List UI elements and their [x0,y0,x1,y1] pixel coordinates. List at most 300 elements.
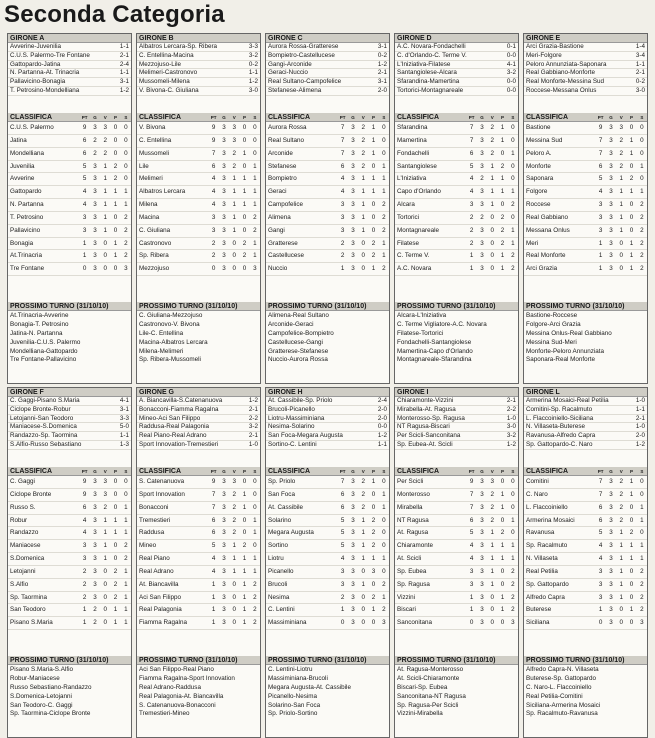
standings-row [524,566,647,579]
standings-value: 1 [619,529,624,537]
standings-value: 4 [598,542,603,550]
standings-value: 2 [640,201,644,209]
standings-value: 2 [361,136,366,144]
standings-value: 2 [382,265,386,273]
next-match: Gratterese-Stefanese [268,347,329,355]
match-teams: Roccese-Messana Onlus [526,86,597,94]
standings-value: 2 [619,516,624,524]
next-match: Filatese-Tortorici [397,329,444,337]
standings-value: 4 [211,567,216,575]
match-teams: Real Sultano-Campofelice [268,78,342,85]
standings-value: 1 [490,555,495,563]
standings-value: 1 [511,188,515,196]
standings-value: 0 [640,175,644,183]
team-name: Sp. Gattopardo [526,580,569,588]
match-score: 3-3 [119,414,129,422]
result-row [524,415,647,424]
result-row [395,87,518,96]
standings-value: 3 [93,490,97,498]
standings-value: 0 [500,149,505,157]
standings-row [137,263,260,276]
standings-value: 3 [480,162,484,170]
match-teams: A. Biancavilla-S.Catenanuova [139,397,223,404]
standings-row [524,173,647,186]
standings-column-header: V [619,115,623,120]
standings-value: 1 [361,213,366,221]
standings-row [524,225,647,238]
standings-value: 6 [469,516,474,524]
standings-header [266,113,389,122]
team-name: Real Petilia [526,567,558,575]
team-name: Pallavicino [10,226,41,234]
standings-value: 2 [340,239,345,247]
standings-value: 1 [361,580,366,588]
standings-value: 3 [480,149,484,157]
standings-row [395,604,518,617]
standings-column-header: S [382,469,386,474]
standings-value: 1 [82,619,87,627]
standings-header [8,467,131,476]
standings-row [524,148,647,161]
standings-row [524,186,647,199]
standings-value: 3 [480,265,484,273]
standings-value: 2 [371,252,376,260]
standings-value: 0 [113,542,118,550]
result-row [524,441,647,450]
standings-value: 2 [619,490,624,498]
standings-value: 0 [124,149,128,157]
team-name: Ravanusa [526,529,555,537]
match-score: 2-1 [635,69,645,77]
standings-value: 2 [124,226,128,234]
result-row [137,69,260,78]
standings-header [524,113,647,122]
standings-value: 0 [490,606,495,614]
standings-value: 0 [629,201,634,209]
group-name: GIRONE I [395,388,518,397]
team-name: Gratterese [268,239,298,247]
standings-value: 1 [598,239,603,247]
match-teams: A.C. Novara-Fondachelli [397,43,466,50]
result-row [8,78,131,87]
standings-value: 1 [253,239,257,247]
standings-value: 7 [469,124,474,131]
standings-title: CLASSIFICA [268,468,310,475]
result-row [137,43,260,52]
next-round-header: PROSSIMO TURNO (31/10/10) [395,302,518,311]
standings-value: 1 [629,149,634,157]
standings-value: 1 [500,490,505,498]
standings-value: 3 [232,478,237,485]
standings-value: 0 [511,529,515,537]
standings-value: 2 [103,503,108,511]
standings-value: 3 [93,580,97,588]
standings-value: 1 [511,149,515,157]
standings-value: 2 [619,162,624,170]
result-row [137,423,260,432]
standings-value: 3 [480,124,484,131]
team-name: Ciclope Bronte [10,490,52,498]
standings-value: 3 [371,567,376,575]
match-teams: L. Flaccoiniello-Siciliana [526,414,594,422]
match-score: 0-0 [506,51,516,59]
group-panel [136,387,261,738]
standings-value: 0 [640,136,644,144]
standings-value: 0 [242,478,247,485]
standings-value: 1 [490,542,495,550]
standings-value: 0 [371,201,376,209]
standings-value: 0 [619,239,624,247]
standings-value: 3 [222,490,226,498]
match-teams: NT Ragusa-Biscari [397,423,450,431]
standings-value: 3 [222,619,226,627]
match-score: 2-1 [248,405,258,413]
standings-value: 0 [103,239,108,247]
standings-value: 2 [113,567,118,575]
match-score: 1-0 [635,423,645,431]
standings-value: 3 [609,542,613,550]
next-match: At. Scicli-Chiaramonte [397,674,460,682]
standings-value: 1 [113,606,118,614]
group-panel [523,33,648,384]
standings-value: 1 [242,490,247,498]
standings-row [524,212,647,225]
standings-value: 2 [511,580,515,588]
team-name: San Teodoro [10,606,46,614]
results-list [8,43,131,113]
standings-value: 2 [113,162,118,170]
standings-value: 3 [609,226,613,234]
standings-value: 3 [640,619,644,627]
next-match: Aci San Filippo-Real Piano [139,666,214,673]
standings-value: 1 [242,149,247,157]
standings-value: 1 [500,542,505,550]
team-name: C. Gaggi [10,478,35,485]
standings-row [524,161,647,174]
standings-value: 0 [469,619,474,627]
standings-value: 7 [598,490,603,498]
result-row [266,87,389,96]
result-row [266,61,389,70]
standings-row [395,476,518,489]
result-row [137,441,260,450]
standings-value: 3 [222,149,226,157]
team-name: Sfarandina [397,124,428,131]
standings-row [137,489,260,502]
next-match: Sanconitana-NT Ragusa [397,692,466,700]
match-score: 3-1 [377,78,387,85]
standings-value: 2 [253,226,257,234]
standings-value: 2 [82,580,87,588]
standings-value: 3 [93,529,97,537]
match-teams: Pallavicino-Bonagia [10,78,66,85]
standings-row [137,122,260,135]
standings-value: 1 [242,201,247,209]
next-matches [524,311,647,383]
standings-value: 3 [351,226,355,234]
next-match: Real Petilia-Comitini [526,692,583,700]
match-teams: Per Scicli-Sanconitana [397,432,461,439]
standings-row [524,540,647,553]
standings-value: 3 [93,478,97,485]
standings-value: 0 [382,516,386,524]
standings-row [266,527,389,540]
standings-value: 3 [480,516,484,524]
standings-value: 2 [640,239,644,247]
standings-value: 3 [93,213,97,221]
match-score: 2-0 [635,432,645,439]
next-match: Jatina-N. Partanna [10,329,63,337]
standings-value: 1 [253,188,257,196]
standings-row [266,135,389,148]
standings-row [524,579,647,592]
match-score: 2-0 [377,405,387,413]
next-round-header: PROSSIMO TURNO (31/10/10) [395,656,518,665]
next-match: Saponara-Real Monforte [526,356,595,364]
group-name: GIRONE F [8,388,131,397]
next-match: Massiminiana-Brucoli [268,674,328,682]
standings-row [395,161,518,174]
standings-column-header: G [351,469,355,474]
standings-table [524,476,647,656]
standings-value: 1 [124,619,128,627]
team-name: At. Cassibile [268,503,303,511]
result-row [266,52,389,61]
team-name: S. Catenanuova [139,478,185,485]
team-name: At.Trinacria [10,252,42,260]
standings-column-header: P [501,469,505,474]
standings-title: CLASSIFICA [526,468,568,475]
result-row [266,69,389,78]
standings-row [8,515,131,528]
standings-value: 1 [490,529,495,537]
standings-value: 1 [469,252,474,260]
result-row [524,87,647,96]
standings-value: 2 [490,516,495,524]
standings-value: 3 [93,516,97,524]
next-match: S. Catenanuova-Bonacconi [139,701,216,709]
match-score: 0-1 [506,43,516,50]
standings-table [8,122,131,302]
standings-column-header: G [93,115,97,120]
standings-value: 1 [619,226,624,234]
standings-value: 2 [382,226,386,234]
standings-value: 1 [640,555,644,563]
standings-value: 0 [113,490,118,498]
standings-row [395,135,518,148]
standings-value: 0 [619,619,624,627]
result-row [395,441,518,450]
standings-value: 1 [371,606,376,614]
standings-value: 7 [598,149,603,157]
standings-value: 1 [124,567,128,575]
standings-column-header: P [114,469,118,474]
team-name: L. Flaccoiniello [526,503,568,511]
team-name: Real Gabbiano [526,213,569,221]
standings-value: 2 [500,239,505,247]
group-panel [394,387,519,738]
standings-value: 1 [490,162,495,170]
standings-value: 3 [351,136,355,144]
match-score: 2-2 [506,405,516,413]
standings-value: 1 [500,175,505,183]
match-teams: Santangiolese-Alcara [397,69,457,77]
match-score: 1-1 [377,440,387,448]
standings-column-header: V [103,115,107,120]
standings-value: 2 [469,226,474,234]
standings-value: 0 [124,124,128,131]
match-score: 1-1 [119,43,129,50]
standings-value: 3 [480,201,484,209]
standings-value: 1 [242,188,247,196]
team-name: Alcara [397,201,415,209]
standings-value: 3 [351,529,355,537]
next-round-header: PROSSIMO TURNO (31/10/10) [8,302,131,311]
standings-value: 3 [351,516,355,524]
standings-value: 3 [340,213,345,221]
standings-value: 2 [124,555,128,563]
standings-row [395,199,518,212]
standings-row [266,617,389,630]
team-name: Armerina Mosaici [526,516,575,524]
result-row [524,423,647,432]
next-match: San Teodoro-C. Gaggi [10,701,73,709]
standings-value: 1 [232,555,237,563]
team-name: Sp. Ribera [139,252,169,260]
standings-value: 2 [124,239,128,247]
team-name: Robur [10,516,28,524]
standings-value: 0 [371,503,376,511]
standings-value: 3 [511,619,515,627]
standings-value: 0 [382,149,386,157]
match-teams: Sp. Gattopardo-C. Naro [526,440,593,448]
standings-row [395,540,518,553]
standings-value: 3 [609,606,613,614]
next-match: Alimena-Real Sultano [268,312,329,319]
standings-value: 3 [222,162,226,170]
standings-value: 2 [242,252,247,260]
standings-value: 2 [124,252,128,260]
standings-value: 1 [103,226,108,234]
match-score: 1-0 [506,414,516,422]
standings-value: 2 [82,567,87,575]
standings-value: 0 [371,490,376,498]
standings-value: 2 [82,593,87,601]
standings-table [395,476,518,656]
result-row [8,43,131,52]
standings-value: 0 [629,124,634,131]
team-name: Vizzini [397,593,416,601]
standings-value: 0 [242,162,247,170]
team-name: Macina [139,213,160,221]
standings-value: 0 [242,516,247,524]
standings-value: 2 [93,149,97,157]
standings-value: 1 [124,593,128,601]
standings-value: 3 [351,619,355,627]
standings-value: 6 [82,149,87,157]
standings-value: 3 [82,213,87,221]
team-name: V. Bivona [139,124,166,131]
standings-value: 1 [82,606,87,614]
standings-value: 2 [103,149,108,157]
standings-row [395,553,518,566]
standings-column-header: PT [597,115,604,120]
match-score: 0-0 [506,78,516,85]
standings-row [8,135,131,148]
standings-value: 3 [222,213,226,221]
standings-column-header: PT [339,469,346,474]
standings-row [266,250,389,263]
next-matches [266,311,389,383]
standings-value: 2 [629,175,634,183]
standings-row [266,592,389,605]
standings-value: 1 [511,516,515,524]
standings-value: 4 [340,555,345,563]
standings-row [137,604,260,617]
standings-column-header: V [232,115,236,120]
team-name: Jatina [10,136,27,144]
next-round-header: PROSSIMO TURNO (31/10/10) [137,302,260,311]
standings-value: 1 [124,188,128,196]
standings-value: 0 [511,124,515,131]
team-name: Sp. Racalmuto [526,542,568,550]
next-match: Solarino-San Foca [268,701,321,709]
standings-value: 6 [340,503,345,511]
standings-value: 1 [619,555,624,563]
match-teams: San Foca-Megara Augusta [268,432,343,439]
standings-column-header: PT [468,115,475,120]
standings-value: 1 [640,162,644,170]
team-name: Bompietro [268,175,297,183]
standings-value: 0 [113,503,118,511]
standings-value: 1 [629,606,634,614]
standings-value: 2 [361,124,366,131]
result-row [137,406,260,415]
standings-value: 3 [232,136,237,144]
standings-value: 2 [511,252,515,260]
standings-value: 4 [598,188,603,196]
match-teams: Peloro Annunziata-Saponara [526,60,607,68]
standings-title: CLASSIFICA [10,468,52,475]
standings-value: 2 [232,503,237,511]
match-score: 5-0 [119,423,129,431]
team-name: S.Alfio [10,580,29,588]
match-teams: Mineo-Aci San Filippo [139,414,201,422]
standings-value: 1 [103,201,108,209]
standings-title: CLASSIFICA [397,468,439,475]
match-score: 3-2 [248,423,258,431]
standings-row [395,579,518,592]
standings-value: 3 [103,478,108,485]
standings-value: 2 [124,213,128,221]
result-row [8,432,131,441]
standings-value: 4 [82,188,87,196]
team-name: Aci San Filippo [139,593,181,601]
standings-value: 0 [113,213,118,221]
standings-column-header: S [511,115,515,120]
standings-column-header: PT [210,115,217,120]
match-teams: Mussomeli-Milena [139,78,190,85]
standings-value: 2 [371,239,376,247]
next-match: Picanello-Nesima [268,692,317,700]
team-name: Pisano S.Maria [10,619,53,627]
standings-value: 3 [609,490,613,498]
standings-value: 1 [640,503,644,511]
team-name: Real Adrano [139,567,174,575]
next-match: Real Palagonia-At. Biancavilla [139,692,224,700]
standings-value: 1 [253,175,257,183]
result-row [524,69,647,78]
